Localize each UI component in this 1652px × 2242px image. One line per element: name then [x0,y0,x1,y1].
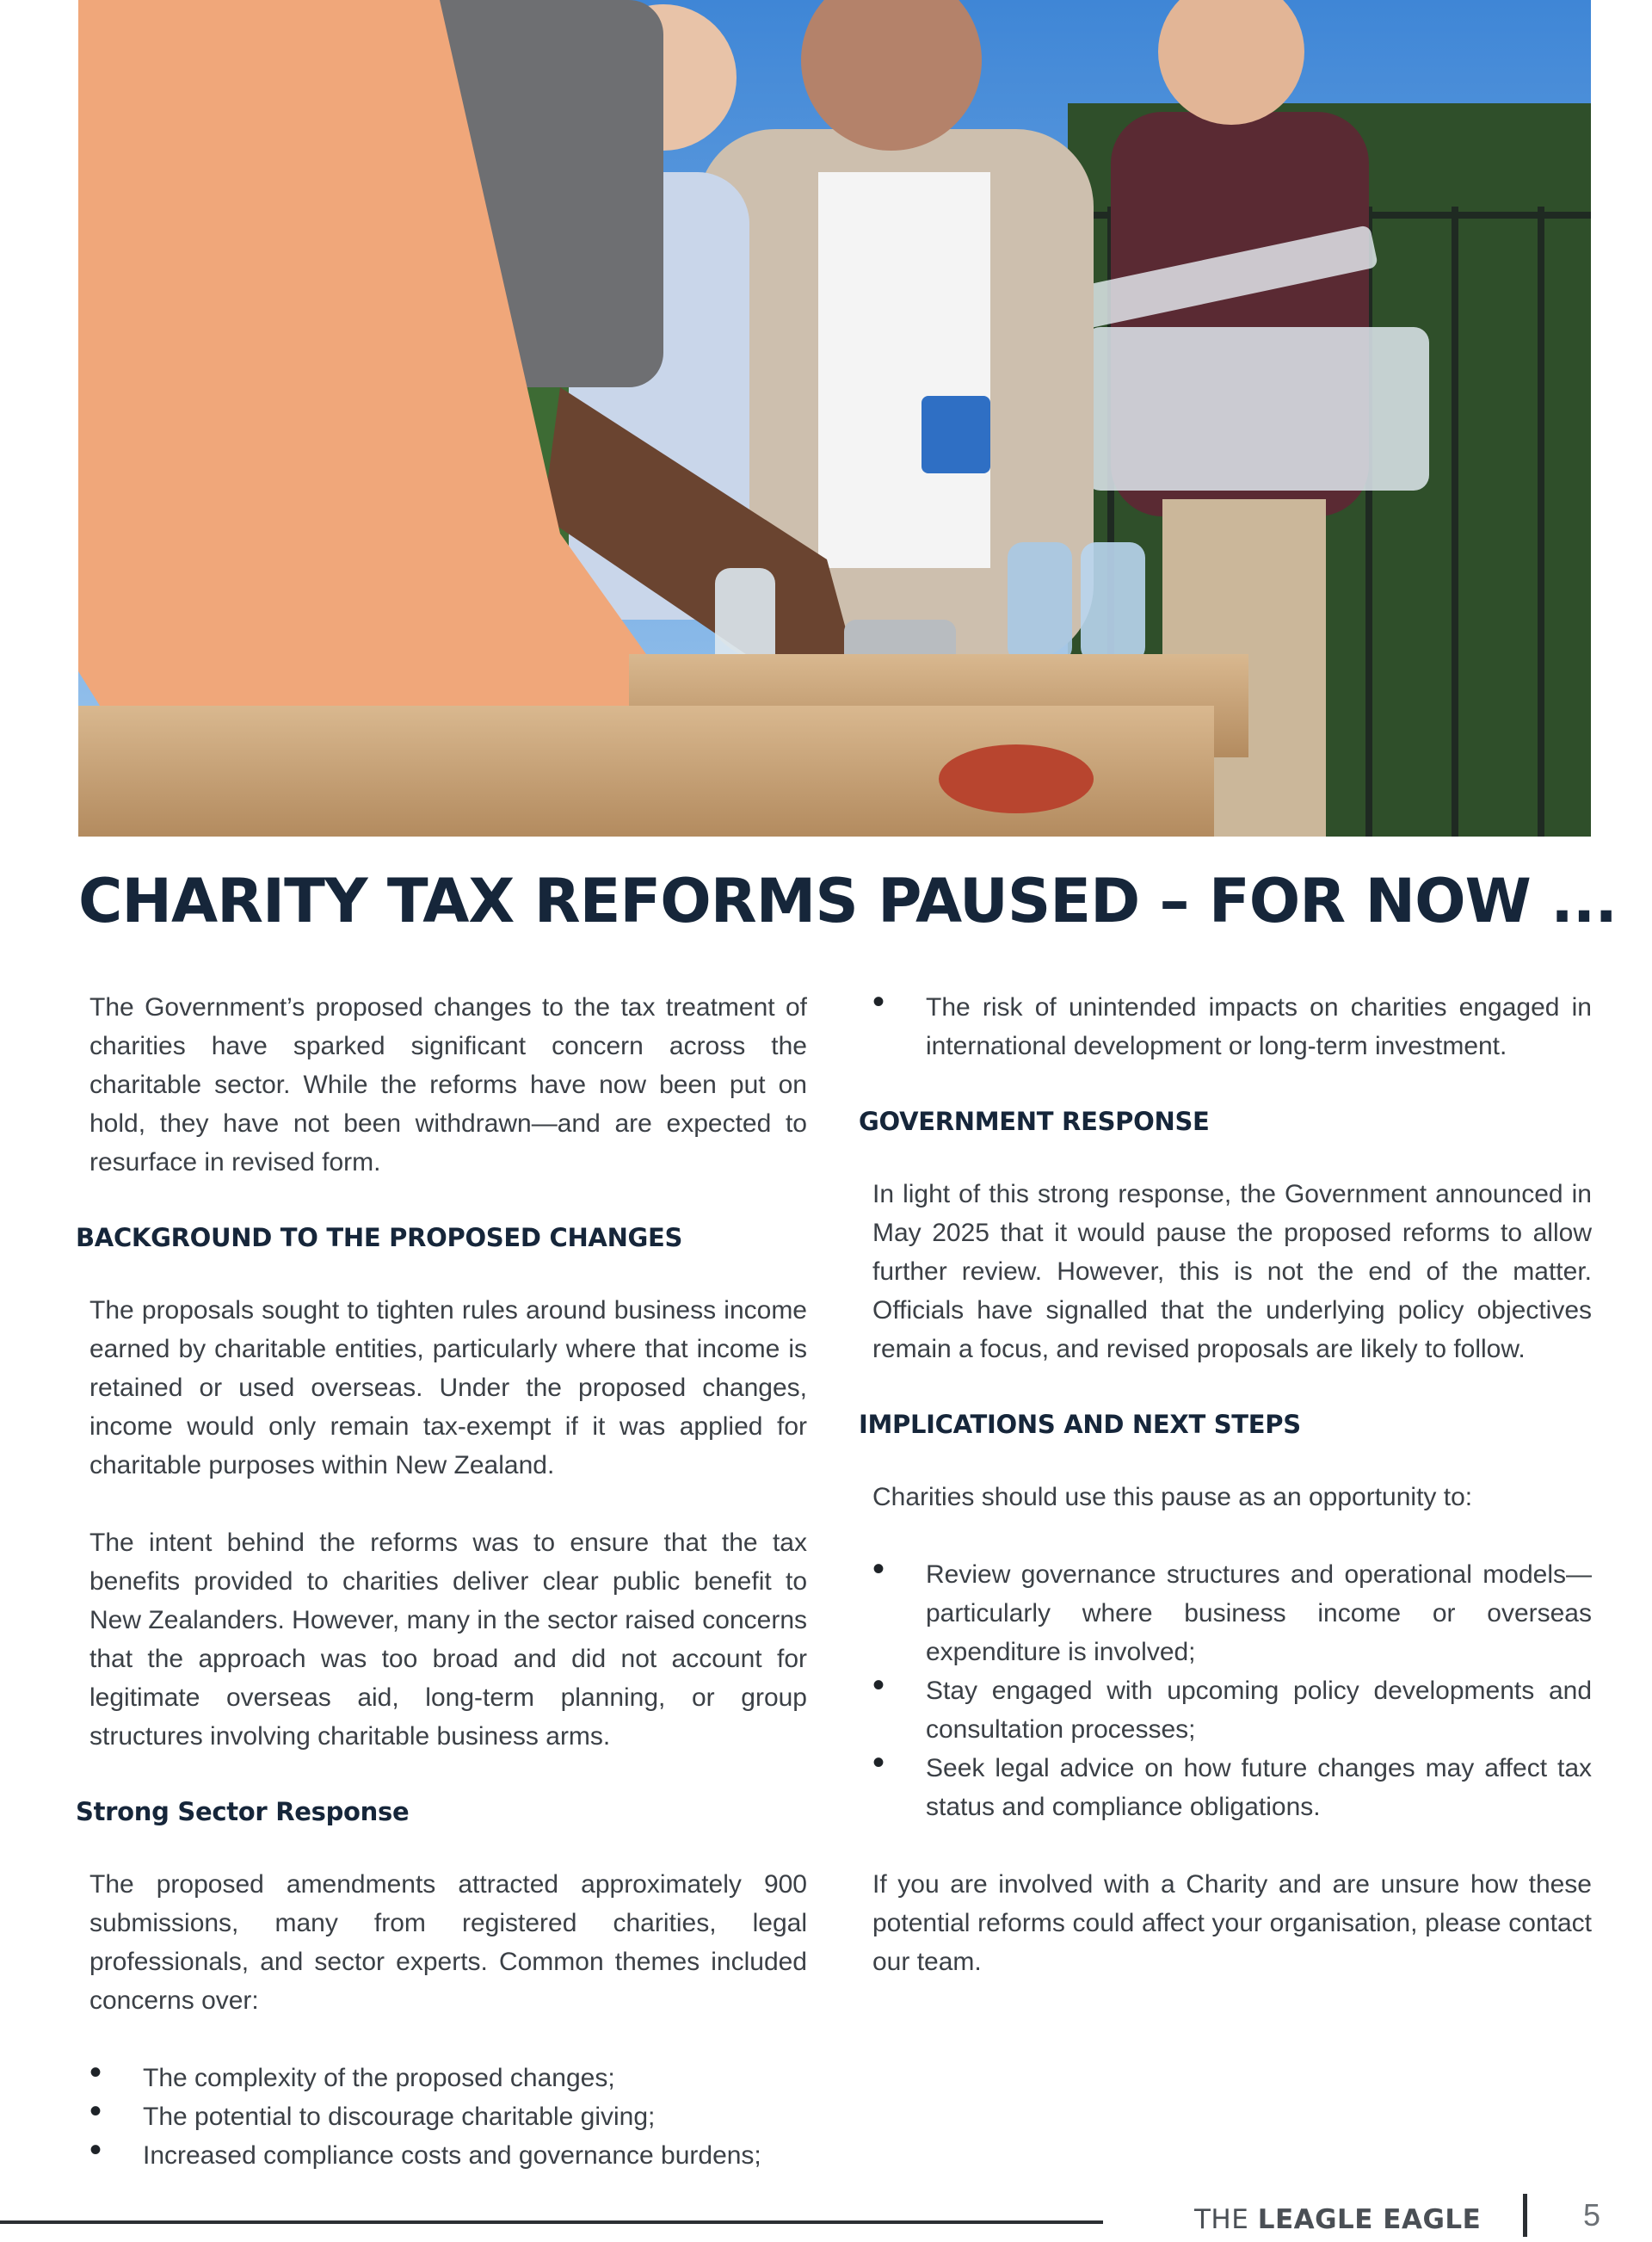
background-heading: BACKGROUND TO THE PROPOSED CHANGES [76,1223,683,1252]
next-steps-list [859,1555,1592,1826]
next-steps-intro: Charities should use this pause as an opportunity to: [872,1483,1473,1511]
list-item: • Seek legal advice on how future changes may affect tax status and compliance obligations. [872,1749,1592,1826]
government-response-heading: GOVERNMENT RESPONSE [859,1107,1210,1136]
list-item: • The risk of unintended impacts on charities engaged in international development or long-term investment. [872,988,1592,1065]
background-paragraph-1: The proposals sought to tighten rules around business income earned by charitable entities, particularly where that income is retained or used overseas. Under the proposed changes, income would only remain tax-exempt if it was applied for charitable purposes within New Zealand. [89,1296,807,1479]
footer-brand [1194,2204,1481,2235]
sector-response-heading: Strong Sector Response [76,1797,410,1826]
concerns-list [76,2059,807,2175]
footer-brand-prefix: THE [1194,2204,1258,2235]
list-item: • Stay engaged with upcoming policy developments and consultation processes; [872,1671,1592,1749]
sector-response-paragraph: The proposed amendments attracted approximately 900 submissions, many from registered charities, legal professionals, and sector experts. Common themes included concerns over: [89,1870,807,2015]
intro-paragraph: The Government’s proposed changes to the tax treatment of charities have sparked significant concern across the charitable sector. While the reforms have now been put on hold, they have not been withdrawn—and are expected to resurface in revised form. [89,993,807,1177]
list-item: • Increased compliance costs and governance burdens; [89,2136,807,2175]
footer-brand-name: LEAGLE EAGLE [1257,2204,1482,2235]
list-item: • The potential to discourage charitable giving; [89,2097,807,2136]
list-item: • Review governance structures and operational models—particularly where business income or overseas expenditure is involved; [872,1555,1592,1671]
page-number: 5 [1583,2197,1601,2233]
hero-photo [78,0,1591,837]
footer-rule [0,2220,1103,2224]
left-column [76,988,807,2214]
government-response-paragraph: In light of this strong response, the Government announced in May 2025 that it would pause the proposed reforms to allow further review. However, this is not the end of the matter. Officials have signalled that the underlying policy objectives remain a focus, and revised proposals are likely to follow. [872,1180,1592,1363]
footer-divider [1523,2194,1527,2237]
closing-paragraph: If you are involved with a Charity and are unsure how these potential reforms could affect your organisation, please contact our team. [872,1870,1592,1976]
article-title: CHARITY TAX REFORMS PAUSED – FOR NOW ... [78,866,1617,936]
background-paragraph-2: The intent behind the reforms was to ensure that the tax benefits provided to charities deliver clear public benefit to New Zealanders. However, many in the sector raised concerns that the approach was too broad and did not account for legitimate overseas aid, long-term planning, or group structures involving charitable business arms. [89,1529,807,1751]
list-item: • The complexity of the proposed changes; [89,2059,807,2097]
concerns-list-continued [859,988,1592,1065]
volunteers-food-bank-photo [78,0,1591,837]
right-column [859,988,1592,2020]
next-steps-heading: IMPLICATIONS AND NEXT STEPS [859,1410,1301,1439]
